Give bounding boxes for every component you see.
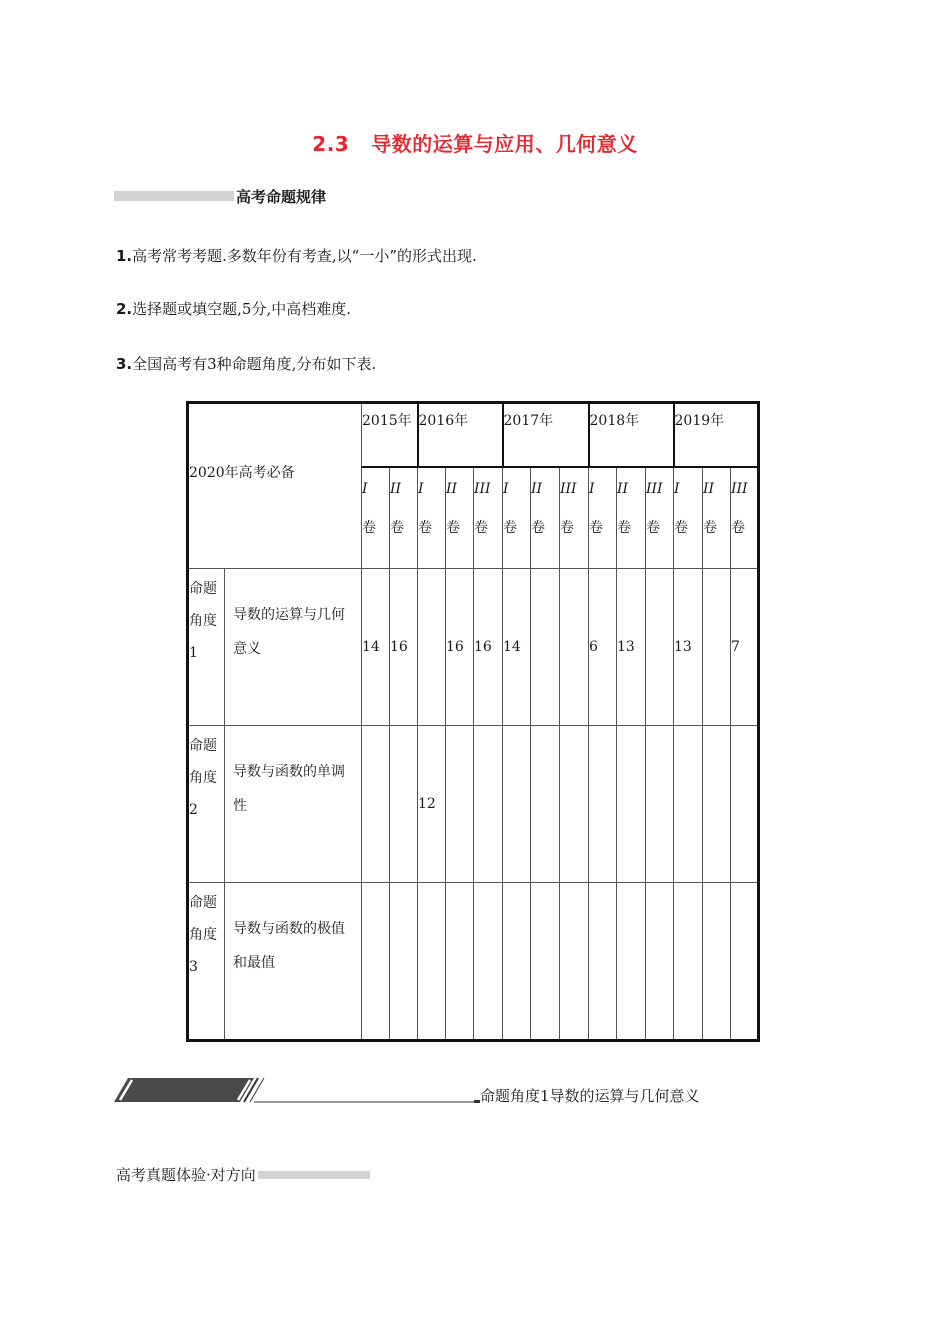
angle-part: 命题 [189,738,217,754]
section-heading [114,186,326,206]
value-cell [390,726,418,883]
value-cell [646,726,674,883]
value-cell [674,726,703,883]
paper-suffix: 卷 [390,520,404,537]
year-header: 2015年 [362,403,418,468]
value-cell: 7 [731,569,759,726]
paper-header [418,467,446,569]
corner-label: 2020年高考必备 [188,403,362,569]
paper-header [674,467,703,569]
value-cell [418,569,446,726]
value-cell [646,569,674,726]
footer-heading-text: 高考真题体验·对方向 [116,1166,256,1184]
paper-header [646,467,674,569]
paper-header [390,467,418,569]
section-banner [114,1076,754,1106]
value-cell [589,726,617,883]
footer-heading-bar [258,1171,370,1179]
paper-header [703,467,731,569]
value-cell: 6 [589,569,617,726]
value-cell [703,883,731,1041]
value-cell: 16 [474,569,503,726]
paper-suffix: 卷 [503,520,517,537]
point-3 [116,353,376,374]
paper-roman: III [560,481,577,497]
paper-header [731,467,759,569]
angle-part: 2 [189,802,198,819]
value-cell: 14 [503,569,531,726]
paper-suffix: 卷 [674,520,688,537]
angle-part: 命题 [189,895,217,911]
value-cell [589,883,617,1041]
paper-header [474,467,503,569]
paper-suffix: 卷 [362,520,376,537]
angle-label [188,883,225,1041]
value-cell [560,883,589,1041]
point-text: 选择题或填空题,5分,中高档难度. [132,300,351,318]
value-cell [646,883,674,1041]
year-header: 2019年 [674,403,759,468]
footer-heading [116,1164,370,1185]
value-cell [531,883,560,1041]
paper-header [503,467,531,569]
point-1 [116,245,477,266]
topic-label: 导数与函数的单调性 [225,726,362,883]
paper-suffix: 卷 [646,520,660,537]
value-cell [617,883,646,1041]
point-text: 全国高考有3种命题角度,分布如下表. [132,355,377,373]
value-cell [560,569,589,726]
paper-roman: II [703,481,715,497]
paper-suffix: 卷 [617,520,631,537]
point-text: 高考常考考题.多数年份有考查,以“一小”的形式出现. [132,247,477,265]
paper-roman: II [390,481,402,497]
banner-label: 命题角度1导数的运算与几何意义 [480,1087,700,1105]
header-row-years [188,403,759,468]
paper-header [362,467,390,569]
value-cell: 16 [446,569,474,726]
paper-roman: III [646,481,663,497]
angle-part: 1 [189,645,198,662]
value-cell: 12 [418,726,446,883]
paper-header [589,467,617,569]
value-cell: 14 [362,569,390,726]
paper-suffix: 卷 [474,520,488,537]
angle-part: 命题 [189,581,217,597]
paper-roman: I [674,481,680,497]
paper-roman: II [446,481,458,497]
paper-suffix: 卷 [446,520,460,537]
value-cell [418,883,446,1041]
paper-header [560,467,589,569]
table-row [188,569,759,726]
value-cell [703,569,731,726]
paper-header [617,467,646,569]
paper-suffix: 卷 [560,520,574,537]
value-cell [703,726,731,883]
paper-suffix: 卷 [531,520,545,537]
paper-roman: I [589,481,595,497]
value-cell [731,883,759,1041]
paper-suffix: 卷 [589,520,603,537]
heading-bar [114,191,234,201]
angle-part: 角度 [189,613,217,630]
paper-roman: I [503,481,509,497]
paper-roman: I [418,481,424,497]
value-cell [617,726,646,883]
value-cell [731,726,759,883]
value-cell [560,726,589,883]
angle-label [188,726,225,883]
page-title [0,128,950,157]
table-row [188,726,759,883]
value-cell [446,883,474,1041]
paper-suffix: 卷 [731,520,745,537]
value-cell [674,883,703,1041]
value-cell: 13 [674,569,703,726]
paper-roman: III [731,481,748,497]
angle-label [188,569,225,726]
value-cell: 13 [617,569,646,726]
year-header: 2016年 [418,403,503,468]
paper-roman: II [617,481,629,497]
paper-roman: III [474,481,491,497]
value-cell [474,883,503,1041]
title-text: 导数的运算与应用、几何意义 [371,132,638,156]
point-2 [116,298,351,319]
value-cell [390,883,418,1041]
value-cell [503,883,531,1041]
paper-roman: I [362,481,368,497]
value-cell [474,726,503,883]
table-row [188,883,759,1041]
section-heading-text: 高考命题规律 [236,187,327,206]
paper-header [531,467,560,569]
topic-label: 导数与函数的极值和最值 [225,883,362,1041]
paper-header [446,467,474,569]
distribution-table [186,401,760,1042]
paper-roman: II [531,481,543,497]
value-cell [531,726,560,883]
point-number: 3. [116,355,133,373]
angle-part: 3 [189,959,198,976]
value-cell [446,726,474,883]
year-header: 2018年 [589,403,674,468]
value-cell [362,726,390,883]
value-cell: 16 [390,569,418,726]
point-number: 2. [116,300,133,318]
value-cell [362,883,390,1041]
value-cell [531,569,560,726]
year-header: 2017年 [503,403,589,468]
paper-suffix: 卷 [418,520,432,537]
value-cell [503,726,531,883]
point-number: 1. [116,247,133,265]
title-number: 2.3 [312,132,350,156]
topic-label: 导数的运算与几何意义 [225,569,362,726]
angle-part: 角度 [189,770,217,787]
paper-suffix: 卷 [703,520,717,537]
angle-part: 角度 [189,927,217,944]
